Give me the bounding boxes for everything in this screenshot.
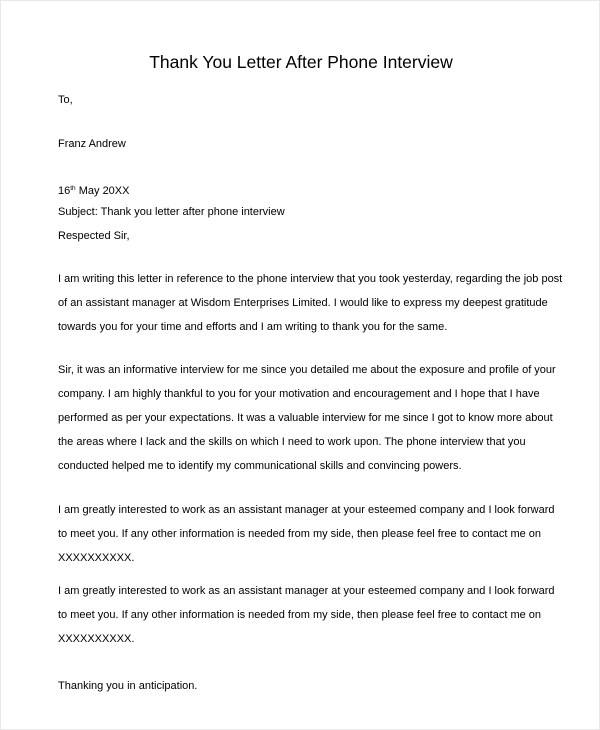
subject-line: Subject: Thank you letter after phone interview bbox=[58, 206, 285, 218]
page-title: Thank You Letter After Phone Interview bbox=[149, 52, 453, 72]
date-day: 16 bbox=[58, 185, 71, 197]
recipient-name: Franz Andrew bbox=[58, 138, 126, 150]
date-suffix: th bbox=[70, 185, 76, 192]
paragraph-line: XXXXXXXXXX. bbox=[58, 552, 135, 564]
date-rest: May 20XX bbox=[75, 185, 130, 197]
paragraph-4 bbox=[58, 579, 558, 651]
salutation: Respected Sir, bbox=[58, 230, 130, 242]
paragraph-line: I am writing this letter in reference to the phone interview that you took yesterday, regarding the job post bbox=[58, 273, 563, 285]
paragraph-line: conducted helped me to identify my communicational skills and convincing powers. bbox=[58, 460, 462, 472]
paragraph-line: towards you for your time and efforts and I am writing to thank you for the same. bbox=[58, 321, 448, 333]
paragraph-1 bbox=[58, 267, 563, 339]
paragraph-line: I am greatly interested to work as an assistant manager at your esteemed company and I look forward bbox=[58, 504, 555, 516]
paragraph-line: XXXXXXXXXX. bbox=[58, 633, 135, 645]
paragraph-line: I am greatly interested to work as an assistant manager at your esteemed company and I look forward bbox=[58, 585, 555, 597]
paragraph-line: to meet you. If any other information is needed from my side, then please feel free to contact me on bbox=[58, 528, 542, 540]
paragraph-line: to meet you. If any other information is needed from my side, then please feel free to contact me on bbox=[58, 609, 542, 621]
to-label: To, bbox=[58, 94, 73, 106]
paragraph-line: performed as per your expectations. It was a valuable interview for me since I got to know more about bbox=[58, 412, 553, 424]
paragraph-line: the areas where I lack and the skills on which I need to work upon. The phone interview that you bbox=[58, 436, 526, 448]
paragraph-line: Sir, it was an informative interview for me since you detailed me about the exposure and profile of your bbox=[58, 364, 556, 376]
paragraph-line: company. I am highly thankful to you for your motivation and encouragement and I hope that I have bbox=[58, 388, 540, 400]
paragraph-2 bbox=[58, 358, 558, 478]
paragraph-3 bbox=[58, 498, 558, 570]
paragraph-line: of an assistant manager at Wisdom Enterprises Limited. I would like to express my deepest gratitude bbox=[58, 297, 548, 309]
closing-line: Thanking you in anticipation. bbox=[58, 680, 198, 692]
letter-date bbox=[58, 182, 129, 198]
